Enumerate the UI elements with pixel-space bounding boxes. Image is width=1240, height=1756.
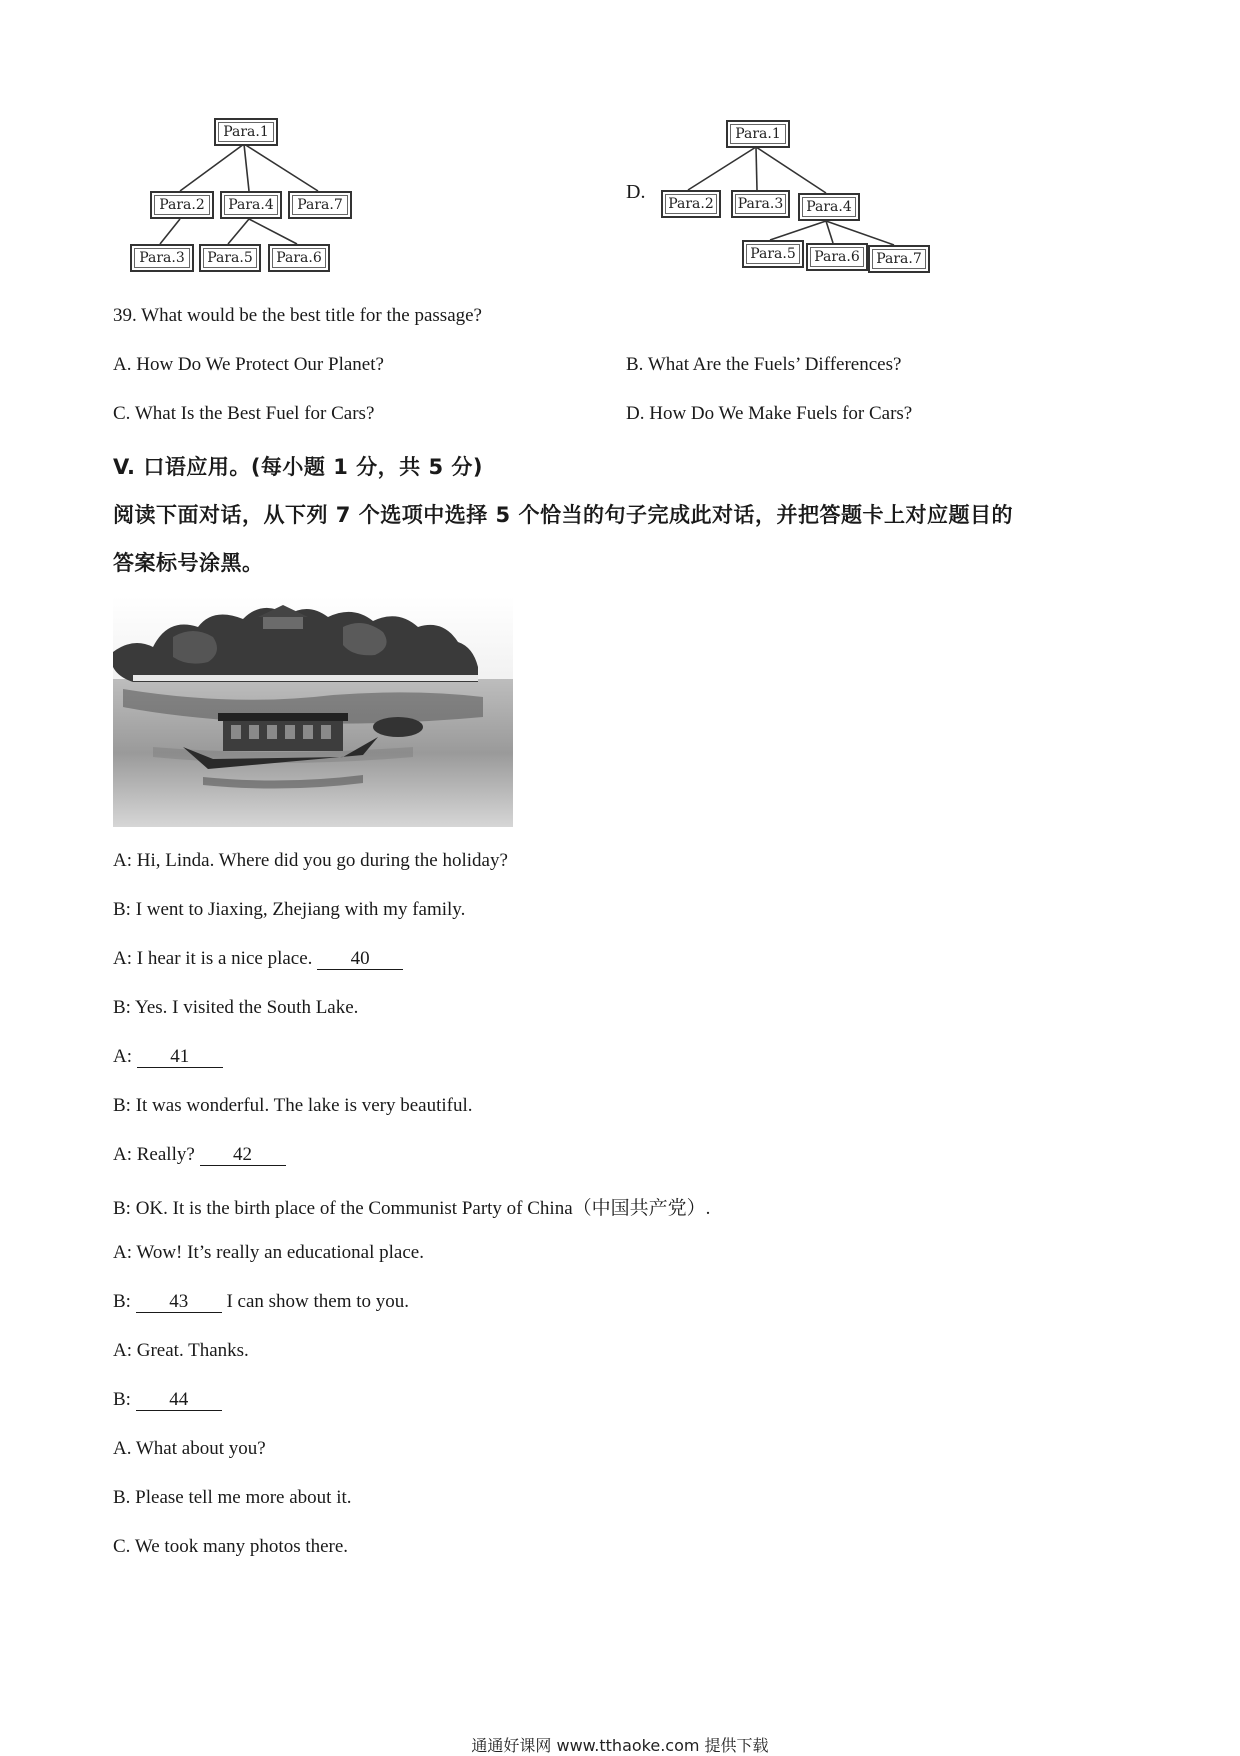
answer-blank-42[interactable]: 42: [200, 1145, 286, 1166]
dialogue-line: B: Yes. I visited the South Lake.: [113, 997, 359, 1018]
diagram-d-para3: Para.3: [731, 190, 790, 218]
dialogue-line: A: Great. Thanks.: [113, 1340, 249, 1361]
diagram-c-para4: Para.4: [220, 191, 282, 219]
section-instruction-cont: 答案标号涂黑。: [113, 551, 264, 575]
diagram-d-para6: Para.6: [806, 243, 868, 271]
diagram-d-para2: Para.2: [661, 190, 721, 218]
q39-option-a: A. How Do We Protect Our Planet?: [113, 354, 384, 375]
dialogue-text: A: I hear it is a nice place.: [113, 948, 318, 969]
choice-a: A. What about you?: [113, 1438, 266, 1459]
diagram-c-para1: Para.1: [214, 118, 278, 146]
diagram-d-para4: Para.4: [798, 193, 860, 221]
choice-b: B. Please tell me more about it.: [113, 1487, 352, 1508]
dialogue-text: A:: [113, 1046, 137, 1067]
footer-source: 通通好课网 www.tthaoke.com 提供下载: [471, 1736, 769, 1755]
diagram-c-para7: Para.7: [288, 191, 352, 219]
south-lake-photo: [113, 597, 513, 827]
dialogue-text: A: Really?: [113, 1144, 200, 1165]
answer-blank-41[interactable]: 41: [137, 1047, 223, 1068]
dialogue-line: A: Hi, Linda. Where did you go during the holiday?: [113, 850, 508, 871]
dialogue-text: B:: [113, 1291, 136, 1312]
diagram-d-para7: Para.7: [868, 245, 930, 273]
dialogue-line: [113, 1291, 409, 1313]
answer-blank-40[interactable]: 40: [317, 949, 403, 970]
question-39: 39. What would be the best title for the passage?: [113, 305, 482, 326]
dialogue-line: [113, 1046, 223, 1068]
diagram-d-para1: Para.1: [726, 120, 790, 148]
section-instruction: 阅读下面对话，从下列 7 个选项中选择 5 个恰当的句子完成此对话，并把答题卡上对应题目的: [113, 503, 1013, 527]
choice-c: C. We took many photos there.: [113, 1536, 349, 1557]
dialogue-line: B: I went to Jiaxing, Zhejiang with my family.: [113, 899, 466, 920]
diagram-c-para5: Para.5: [199, 244, 261, 272]
answer-blank-44[interactable]: 44: [136, 1390, 222, 1411]
section-title: V. 口语应用。(每小题 1 分，共 5 分): [113, 455, 483, 479]
diagram-c-para3: Para.3: [130, 244, 194, 272]
dialogue-line: B: OK. It is the birth place of the Communist Party of China（中国共产党）.: [113, 1198, 711, 1219]
dialogue-line: [113, 1144, 286, 1166]
diagram-d-label: D.: [626, 181, 646, 203]
dialogue-line: [113, 1389, 222, 1411]
dialogue-line: A: Wow! It’s really an educational place.: [113, 1242, 424, 1263]
dialogue-text: I can show them to you.: [221, 1291, 410, 1312]
dialogue-line: [113, 948, 403, 970]
dialogue-line: B: It was wonderful. The lake is very beautiful.: [113, 1095, 473, 1116]
answer-blank-43[interactable]: 43: [136, 1292, 222, 1313]
diagram-d-para5: Para.5: [742, 240, 804, 268]
q39-option-d: D. How Do We Make Fuels for Cars?: [626, 403, 913, 424]
diagram-c-para6: Para.6: [268, 244, 330, 272]
dialogue-text: B:: [113, 1389, 136, 1410]
q39-option-c: C. What Is the Best Fuel for Cars?: [113, 403, 375, 424]
q39-option-b: B. What Are the Fuels’ Differences?: [626, 354, 902, 375]
diagram-c-para2: Para.2: [150, 191, 214, 219]
